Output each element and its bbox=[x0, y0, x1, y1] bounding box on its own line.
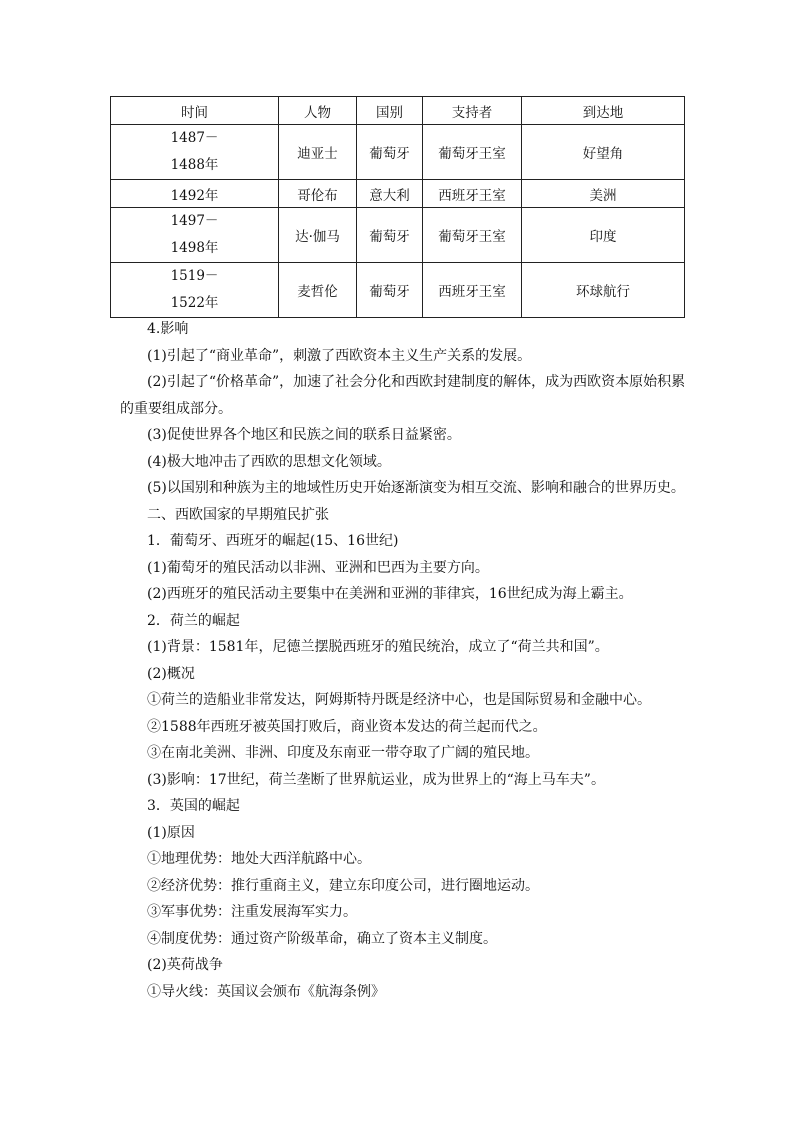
cell-time: 1492年 bbox=[111, 180, 279, 208]
paragraph: (3)影响：17世纪，荷兰垄断了世界航运业，成为世界上的“海上马车夫”。 bbox=[147, 771, 605, 788]
cell-person: 迪亚士 bbox=[279, 125, 357, 180]
paragraph: (2)引起了“价格革命”，加速了社会分化和西欧封建制度的解体，成为西欧资本原始积累的重要组成部分。 bbox=[120, 374, 686, 417]
paragraph: ②经济优势：推行重商主义，建立东印度公司，进行圈地运动。 bbox=[147, 877, 539, 894]
paragraph: (2)英荷战争 bbox=[147, 957, 223, 973]
cell-supporter: 葡萄牙王室 bbox=[423, 125, 522, 180]
paragraph: ②1588年西班牙被英国打败后，商业资本发达的荷兰起而代之。 bbox=[147, 718, 547, 735]
table-header-row bbox=[111, 97, 685, 125]
cell-time bbox=[111, 125, 279, 180]
paragraph: ①荷兰的造船业非常发达，阿姆斯特丹既是经济中心，也是国际贸易和金融中心。 bbox=[147, 692, 651, 708]
cell-person: 麦哲伦 bbox=[279, 263, 357, 318]
paragraph: ④制度优势：通过资产阶级革命，确立了资本主义制度。 bbox=[147, 930, 497, 947]
paragraph: (5)以国别和种族为主的地域性历史开始逐渐演变为相互交流、影响和融合的世界历史。 bbox=[147, 480, 685, 496]
paragraph: (2)概况 bbox=[147, 665, 195, 682]
cell-destination: 印度 bbox=[522, 208, 685, 263]
time-end: 1522年 bbox=[170, 295, 219, 311]
cell-country: 葡萄牙 bbox=[357, 263, 423, 318]
paragraph: ③在南北美洲、非洲、印度及东南亚一带夺取了广阔的殖民地。 bbox=[147, 745, 539, 761]
cell-country: 葡萄牙 bbox=[357, 208, 423, 263]
paragraph: (2)西班牙的殖民活动主要集中在美洲和亚洲的菲律宾，16世纪成为海上霸主。 bbox=[147, 586, 633, 602]
paragraph: (3)促使世界各个地区和民族之间的联系日益紧密。 bbox=[147, 427, 461, 443]
paragraph: (1)原因 bbox=[147, 824, 195, 841]
subsection-heading: 3．英国的崛起 bbox=[147, 798, 240, 814]
header-time: 时间 bbox=[111, 97, 279, 125]
header-supporter: 支持者 bbox=[423, 97, 522, 125]
header-country: 国别 bbox=[357, 97, 423, 125]
cell-supporter: 西班牙王室 bbox=[423, 180, 522, 208]
paragraph: (1)背景：1581年，尼德兰摆脱西班牙的殖民统治，成立了“荷兰共和国”。 bbox=[147, 639, 609, 655]
table-row bbox=[111, 180, 685, 208]
time-start: 1497－ bbox=[170, 213, 219, 229]
cell-destination: 好望角 bbox=[522, 125, 685, 180]
paragraph: (4)极大地冲击了西欧的思想文化领域。 bbox=[147, 453, 391, 470]
time-end: 1488年 bbox=[170, 157, 219, 173]
header-person: 人物 bbox=[279, 97, 357, 125]
voyages-table bbox=[110, 96, 685, 318]
subsection-heading: 1．葡萄牙、西班牙的崛起(15、16世纪) bbox=[147, 533, 399, 549]
cell-supporter: 西班牙王室 bbox=[423, 263, 522, 318]
time-start: 1519－ bbox=[170, 268, 219, 284]
cell-supporter: 葡萄牙王室 bbox=[423, 208, 522, 263]
table-row bbox=[111, 125, 685, 180]
section-heading-colonial: 二、西欧国家的早期殖民扩张 bbox=[147, 506, 329, 523]
paragraph: ①导火线：英国议会颁布《航海条例》 bbox=[147, 983, 385, 1000]
cell-time bbox=[111, 263, 279, 318]
header-destination: 到达地 bbox=[522, 97, 685, 125]
cell-destination: 美洲 bbox=[522, 180, 685, 208]
body-text bbox=[120, 316, 690, 1005]
cell-person: 哥伦布 bbox=[279, 180, 357, 208]
cell-person: 达·伽马 bbox=[279, 208, 357, 263]
cell-time bbox=[111, 208, 279, 263]
paragraph: ③军事优势：注重发展海军实力。 bbox=[147, 904, 357, 920]
paragraph: (1)葡萄牙的殖民活动以非洲、亚洲和巴西为主要方向。 bbox=[147, 559, 489, 576]
table-row bbox=[111, 263, 685, 318]
cell-country: 意大利 bbox=[357, 180, 423, 208]
cell-destination: 环球航行 bbox=[522, 263, 685, 318]
cell-country: 葡萄牙 bbox=[357, 125, 423, 180]
paragraph: (1)引起了“商业革命”，刺激了西欧资本主义生产关系的发展。 bbox=[147, 347, 532, 364]
table-row bbox=[111, 208, 685, 263]
subsection-heading: 2．荷兰的崛起 bbox=[147, 612, 240, 629]
paragraph: ①地理优势：地处大西洋航路中心。 bbox=[147, 851, 371, 867]
section-heading-impact: 4.影响 bbox=[147, 321, 189, 337]
time-end: 1498年 bbox=[170, 240, 219, 256]
time-start: 1487－ bbox=[170, 130, 219, 146]
